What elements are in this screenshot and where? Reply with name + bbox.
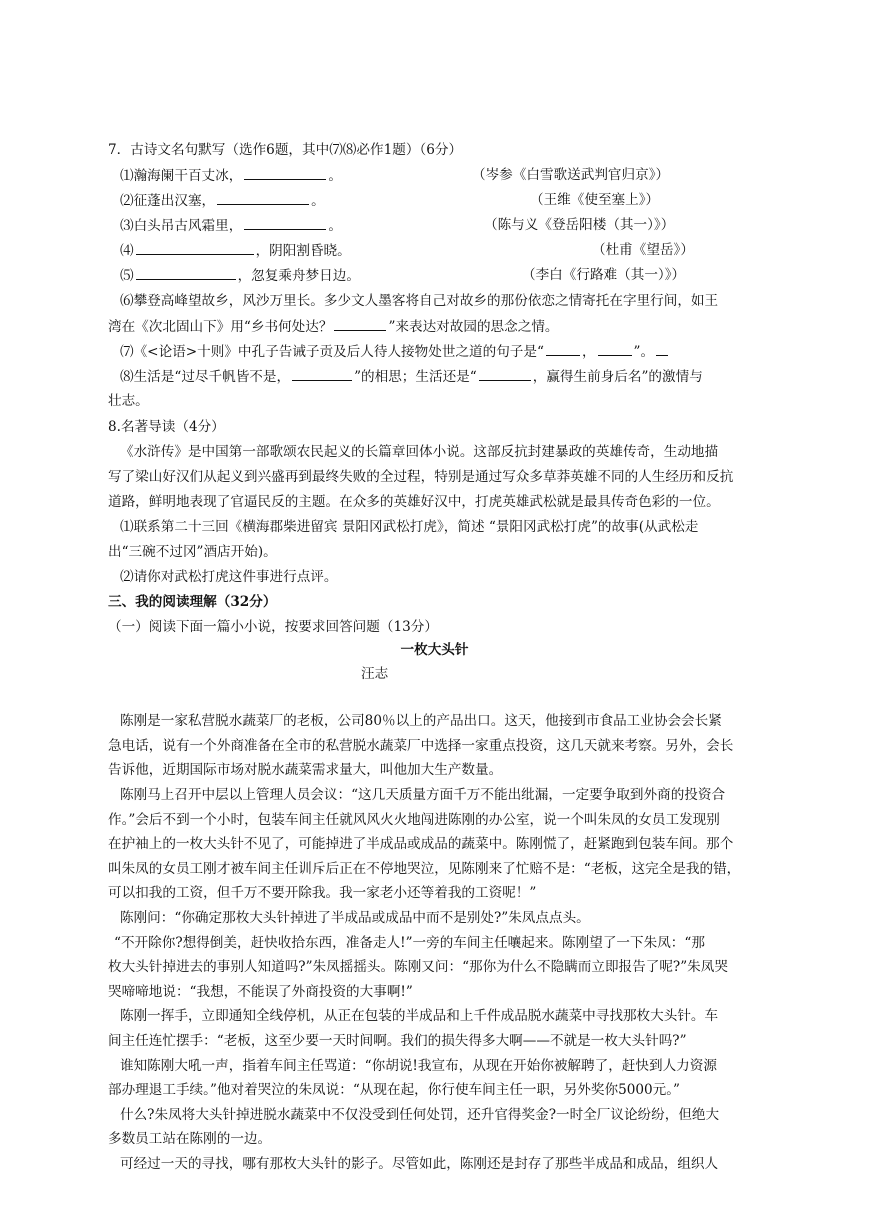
story-line: 可以扣我的工资，但千万不要开除我。我一家老小还等着我的工资呢！” [108,885,537,901]
answer-blank-8a[interactable] [292,367,352,381]
q7-line-1: ⑴瀚海阑干百丈冰， 。 [120,168,342,184]
answer-blank-7b[interactable] [598,342,632,356]
story-line: 在护袖上的一枚大头针不见了，可能掉进了半成品或成品的蔬菜中。陈刚慌了，赶紧跑到包装车间。那个 [108,836,734,852]
answer-blank-2[interactable] [217,191,309,205]
story-title: 一枚大头针 [400,642,469,658]
answer-blank-3[interactable] [244,216,326,230]
answer-blank-6[interactable] [334,317,386,331]
story-line: 急电话，说有一个外商准备在全市的私营脱水蔬菜厂中选择一家重点投资，这几天就来考察。另外，会长 [108,738,734,754]
story-line: 陈刚问：“你确定那枚大头针掉进了半成品或成品中而不是别处?”朱凤点点头。 [120,910,590,926]
q7-title: 7．古诗文名句默写（选作6题，其中⑺⑻必作1题）（6分） [108,142,463,158]
q7-source-3: （陈与义《登岳阳楼（其一）》） [484,217,675,233]
q7-line-5: ⑸ ，忽复乘舟梦日边。 [120,268,360,284]
story-line: 谁知陈刚大吼一声，指着车间主任骂道：“你胡说!我宣布，从现在开始你被解聘了，赶快到人力资源 [120,1058,717,1074]
answer-blank-4[interactable] [136,241,254,255]
story-line: 陈刚是一家私营脱水蔬菜厂的老板，公司80％以上的产品出口。这天，他接到市食品工业协会会长紧 [120,713,722,729]
story-line: 告诉他，近期国际市场对脱水蔬菜需求量大，叫他加大生产数量。 [108,762,503,778]
story-line: 枚大头针掉进去的事别人知道吗?”朱凤摇摇头。陈刚又问：“那你为什么不隐瞒而立即报告了呢?”朱凤哭 [108,959,728,975]
answer-blank-8b[interactable] [479,367,531,381]
story-line: 部办理退工手续。”他对着哭泣的朱凤说：“从现在起，你行使车间主任一职，另外奖你5000元。” [108,1082,680,1098]
q7-line-6a: ⑹攀登高峰望故乡，风沙万里长。多少文人墨客将自己对故乡的那份依恋之情寄托在字里行间，如王 [120,293,719,309]
answer-blank-7c[interactable] [656,342,668,356]
story-line: 可经过一天的寻找，哪有那枚大头针的影子。尽管如此，陈刚还是封存了那些半成品和成品，组织人 [120,1156,719,1172]
q7-line-8b: 壮志。 [108,393,149,409]
story-line: 哭啼啼地说：“我想，不能误了外商投资的大事啊!” [108,984,413,1000]
answer-blank-7a[interactable] [546,342,580,356]
story-line: 陈刚马上召开中层以上管理人员会议：“这几天质量方面千万不能出纰漏，一定要争取到外商的投资合 [120,787,726,803]
q7-line-6b: 湾在《次北固山下》用“乡书何处达？ ”来表达对故园的思念之情。 [108,319,559,335]
q7-source-1: （岑参《白雪歌送武判官归京》） [472,167,670,183]
q7-line-8a: ⑻生活是“过尽千帆皆不是， ”的相思；生活还是“ ，赢得生前身后名”的激情与 [120,369,703,385]
story-line: 作。”会后不到一个小时，包装车间主任就风风火火地闯进陈刚的办公室，说一个叫朱凤的女员工发现别 [108,812,720,828]
q8-sub-1b: 出“三碗不过冈”酒店开始)。 [108,544,277,560]
answer-blank-5[interactable] [136,266,236,280]
q8-sub-2: ⑵请你对武松打虎这件事进行点评。 [120,569,338,585]
story-line: 叫朱凤的女员工刚才被车间主任训斥后正在不停地哭泣，见陈刚来了忙赔不是：“老板，这完全是我的错， [108,861,741,877]
q8-title: 8.名著导读（4分） [108,419,225,435]
q8-sub-1a: ⑴联系第二十三回《横海郡柴进留宾 景阳冈武松打虎》，简述 “景阳冈武松打虎”的故事(从武松走 [120,519,699,535]
q8-para-3: 道路，鲜明地表现了官逼民反的主题。在众多的英雄好汉中，打虎英雄武松就是最具传奇色彩的一位。 [108,494,720,510]
story-line: 陈刚一挥手，立即通知全线停机，从正在包装的半成品和上千件成品脱水蔬菜中寻找那枚大头针。车 [120,1008,719,1024]
q7-source-5: （李白《行路难（其一）》） [522,267,686,283]
story-line: 什么?朱凤将大头针掉进脱水蔬菜中不仅没受到任何处罚，还升官得奖金?一时全厂议论纷纷，但绝大 [120,1107,720,1123]
q8-para-2: 写了梁山好汉们从起义到兴盛再到最终失败的全过程，特别是通过写众多草莽英雄不同的人生经历和反抗 [108,469,734,485]
section-3-title: 三、我的阅读理解（32分） [108,594,277,610]
story-line: 间主任连忙摆手：“老板，这至少要一天时间啊。我们的损失得多大啊——不就是一枚大头针吗?” [108,1033,687,1049]
story-line: “不开除你?想得倒美，赶快收拾东西，准备走人!”一旁的车间主任嚷起来。陈刚望了一下朱凤：“那 [114,935,705,951]
q7-line-3: ⑶白头吊古风霜里， 。 [120,218,342,234]
answer-blank-1[interactable] [244,166,326,180]
q7-source-4: （杜甫《望岳》） [592,242,694,258]
q7-line-2: ⑵征蓬出汉塞， 。 [120,193,325,209]
story-author: 汪志 [361,666,389,682]
q8-para-1: 《水浒传》是中国第一部歌颂农民起义的长篇章回体小说。这部反抗封建暴政的英雄传奇，生动地描 [120,444,719,460]
story-line: 多数员工站在陈刚的一边。 [108,1131,272,1147]
q7-line-4: ⑷ ，阴阳割昏晓。 [120,243,351,259]
q7-source-2: （王维《使至塞上》） [530,192,660,208]
q7-line-7: ⑺《<论语>十则》中孔子告诫子贡及后人待人接物处世之道的句子是“ ， ”。 [120,342,670,361]
section-3-subtitle: （一）阅读下面一篇小小说，按要求回答问题（13分） [108,619,438,635]
